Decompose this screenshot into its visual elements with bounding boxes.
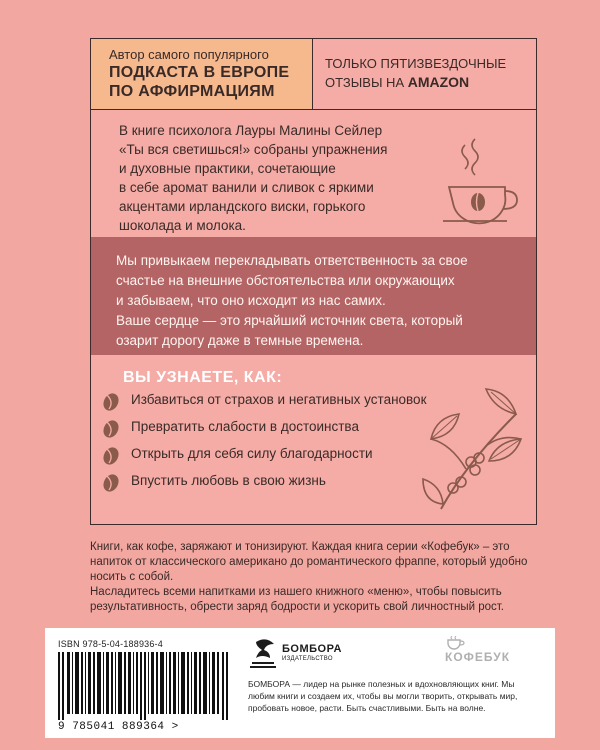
barcode-digits: 9 785041 889364 > xyxy=(58,721,179,733)
list-item xyxy=(101,443,431,466)
podcast-title-line2: ПО АФФИРМАЦИЯМ xyxy=(109,83,275,100)
reviews-badge xyxy=(313,39,536,109)
bombora-logo-icon xyxy=(248,638,278,670)
quote-line: счастье на внешние обстоятельства или окружающих xyxy=(116,273,455,288)
reviews-line2-text: ОТЗЫВЫ НА xyxy=(325,75,408,90)
intro-paragraph xyxy=(119,121,429,235)
coffee-bean-icon xyxy=(101,473,121,493)
learn-item-text: Избавиться от страхов и негативных установок xyxy=(131,392,427,407)
podcast-subtitle: Автор самого популярного xyxy=(109,47,269,62)
learn-item-text: Открыть для себя силу благодарности xyxy=(131,446,373,461)
intro-line: акцентами ирландского виски, горького xyxy=(119,199,366,214)
series-logo-text: КОФЕБУК xyxy=(445,650,511,664)
barcode-icon xyxy=(58,652,233,720)
amazon-brand: AMAZON xyxy=(407,74,470,90)
coffee-cup-icon xyxy=(443,137,523,227)
coffee-bean-icon xyxy=(101,419,121,439)
kofebuk-cup-icon xyxy=(445,636,467,650)
blurb-paragraph: Книги, как кофе, заряжают и тонизируют. Каждая книга серии «Кофебук» – это напиток от классического американо до романтического фраппе, который удобно носить с собой. xyxy=(90,541,528,583)
learn-title: ВЫ УЗНАЕТЕ, КАК: xyxy=(123,369,283,386)
quote-line: озарит дорогу даже в темные времена. xyxy=(116,333,364,348)
reviews-line2 xyxy=(325,73,536,92)
footer-box xyxy=(45,628,555,738)
list-item xyxy=(101,416,431,439)
publisher-description: БОМБОРА — лидер на рынке полезных и вдохновляющих книг. Мы любим книги и создаем их, чтобы вы могли творить, открывать мир, пробовать новое, расти. Быть счастливыми. Быть на волне. xyxy=(248,679,518,713)
coffee-bean-icon xyxy=(101,446,121,466)
intro-line: шоколада и молока. xyxy=(119,218,246,233)
quote-line: Мы привыкаем перекладывать ответственность за свое xyxy=(116,253,468,268)
publisher-name: БОМБОРА xyxy=(282,643,342,655)
learn-item-text: Впустить любовь в свою жизнь xyxy=(131,473,326,488)
learn-list xyxy=(101,389,431,497)
learn-item-text: Превратить слабости в достоинства xyxy=(131,419,359,434)
header-row xyxy=(91,39,536,110)
intro-line: и духовные практики, сочетающие xyxy=(119,161,336,176)
intro-line: «Ты вся светишься!» собраны упражнения xyxy=(119,142,388,157)
intro-line: в себе аромат ванили и сливок с яркими xyxy=(119,180,374,195)
podcast-badge xyxy=(91,39,313,109)
intro-line: В книге психолога Лауры Малины Сейлер xyxy=(119,123,383,138)
quote-line: Ваше сердце — это ярчайший источник света, который xyxy=(116,313,463,328)
podcast-title-line1: ПОДКАСТА В ЕВРОПЕ xyxy=(109,64,290,81)
coffee-plant-icon xyxy=(421,384,526,514)
publisher-subtitle: ИЗДАТЕЛЬСТВО xyxy=(282,656,333,662)
series-blurb xyxy=(90,540,535,615)
reviews-line1: ТОЛЬКО ПЯТИЗВЕЗДОЧНЫЕ xyxy=(325,56,507,71)
quote-band xyxy=(91,237,536,355)
isbn-label: ISBN 978-5-04-188936-4 xyxy=(58,639,163,649)
list-item xyxy=(101,470,431,493)
blurb-paragraph: Насладитесь всеми напитками из нашего книжного «меню», чтобы повысить результативность, обрести заряд бодрости и ускорить свой личностный рост. xyxy=(90,586,504,613)
content-frame xyxy=(90,38,537,525)
coffee-bean-icon xyxy=(101,392,121,412)
quote-line: и забываем, что оно исходит из нас самих. xyxy=(116,293,386,308)
list-item xyxy=(101,389,431,412)
